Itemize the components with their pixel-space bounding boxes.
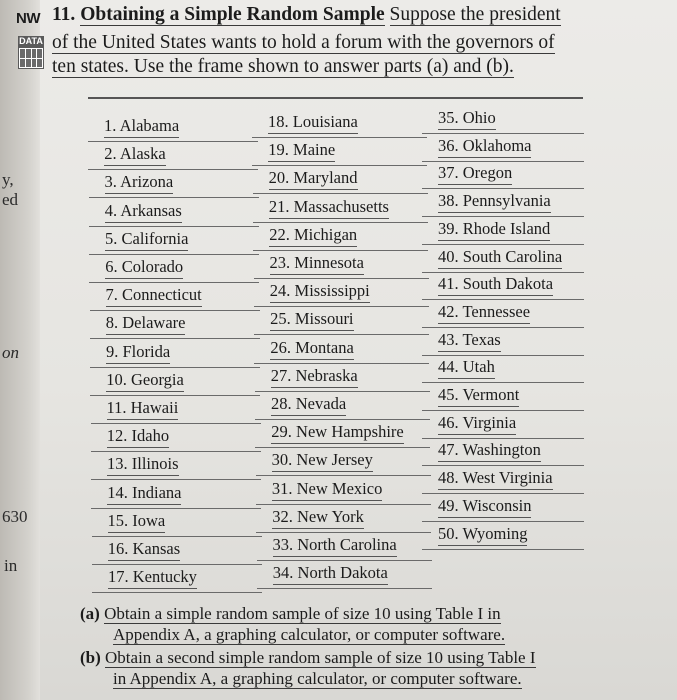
row-rule — [422, 549, 584, 550]
state-item: 44. Utah — [438, 357, 495, 379]
state-item: 21. Massachusetts — [269, 197, 389, 219]
problem-line-2 — [52, 32, 555, 54]
state-item: 27. Nebraska — [271, 366, 358, 388]
state-item: 39. Rhode Island — [438, 219, 550, 241]
state-item: 26. Montana — [270, 338, 353, 360]
row-rule — [422, 382, 584, 383]
state-item: 34. North Dakota — [273, 563, 388, 585]
data-icon-label: DATA — [19, 36, 43, 46]
state-item: 28. Nevada — [271, 394, 346, 416]
state-item: 3. Arizona — [105, 172, 174, 194]
state-item: 42. Tennessee — [438, 302, 530, 324]
row-rule — [422, 521, 584, 522]
row-rule — [422, 410, 584, 411]
state-item: 7. Connecticut — [106, 285, 202, 307]
row-rule — [252, 137, 427, 138]
part-a-line-1: (a) Obtain a simple random sample of size 10 using Table I in — [80, 604, 501, 623]
margin-fragment: y, — [2, 170, 14, 189]
table-top-rule — [88, 97, 583, 99]
margin-fragment: ed — [2, 190, 19, 209]
state-item: 30. New Jersey — [272, 450, 373, 472]
state-item: 29. New Hampshire — [271, 422, 403, 444]
state-item: 5. California — [105, 229, 188, 251]
row-rule — [90, 310, 260, 311]
row-rule — [422, 188, 584, 189]
state-item: 13. Illinois — [107, 454, 179, 476]
part-b-line-2: in Appendix A, a graphing calculator, or computer software. — [113, 669, 522, 688]
problem-text-1: Suppose the president — [389, 4, 561, 25]
state-item: 37. Oregon — [438, 163, 512, 185]
state-item: 25. Missouri — [270, 309, 353, 331]
row-rule — [89, 197, 259, 198]
state-item: 18. Louisiana — [268, 112, 358, 134]
state-item: 40. South Carolina — [438, 247, 562, 269]
state-item: 12. Idaho — [107, 426, 169, 448]
margin-fragment: 630 — [2, 507, 28, 526]
state-item: 36. Oklahoma — [438, 136, 531, 158]
row-rule — [90, 338, 260, 339]
state-item: 31. New Mexico — [272, 479, 382, 501]
row-rule — [422, 355, 584, 356]
row-rule — [92, 536, 262, 537]
row-rule — [91, 479, 261, 480]
problem-text-2: of the United States wants to hold a forum with the governors of — [52, 32, 555, 53]
row-rule — [254, 334, 429, 335]
row-rule — [89, 254, 259, 255]
row-rule — [422, 327, 584, 328]
row-rule — [256, 532, 431, 533]
state-item: 2. Alaska — [104, 144, 165, 166]
state-item: 10. Georgia — [106, 370, 184, 392]
state-item: 45. Vermont — [438, 385, 519, 407]
state-item: 49. Wisconsin — [438, 496, 531, 518]
problem-text-3: ten states. Use the frame shown to answer parts (a) and (b). — [52, 56, 514, 77]
row-rule — [422, 216, 584, 217]
state-item: 1. Alabama — [104, 116, 179, 138]
row-rule — [422, 133, 584, 134]
part-b-line-1: (b) Obtain a second simple random sample of size 10 using Table I — [80, 648, 536, 667]
row-rule — [422, 465, 584, 466]
state-item: 41. South Dakota — [438, 274, 553, 296]
nw-tag: NW — [16, 10, 40, 27]
row-rule — [89, 226, 259, 227]
row-rule — [257, 560, 432, 561]
row-rule — [255, 447, 430, 448]
row-rule — [88, 141, 258, 142]
row-rule — [254, 363, 429, 364]
state-item: 35. Ohio — [438, 108, 496, 130]
part-a-line-2: Appendix A, a graphing calculator, or computer software. — [113, 625, 506, 644]
state-item: 17. Kentucky — [108, 567, 197, 589]
state-item: 43. Texas — [438, 330, 501, 352]
row-rule — [256, 504, 431, 505]
state-item: 9. Florida — [106, 342, 170, 364]
state-item: 22. Michigan — [269, 225, 357, 247]
state-item: 32. New York — [272, 507, 364, 529]
row-rule — [254, 306, 429, 307]
row-rule — [253, 222, 428, 223]
row-rule — [253, 193, 428, 194]
problem-number: 11. — [52, 4, 76, 25]
data-icon — [18, 36, 44, 70]
row-rule — [89, 282, 259, 283]
state-item: 11. Hawaii — [107, 398, 179, 420]
row-rule — [90, 367, 260, 368]
row-rule — [422, 272, 584, 273]
row-rule — [91, 451, 261, 452]
row-rule — [92, 592, 262, 593]
state-item: 33. North Carolina — [273, 535, 397, 557]
state-item: 4. Arkansas — [105, 201, 182, 223]
state-item: 8. Delaware — [106, 313, 186, 335]
state-item: 14. Indiana — [107, 483, 181, 505]
part-b-label: (b) — [80, 648, 101, 667]
row-rule — [252, 165, 427, 166]
row-rule — [256, 475, 431, 476]
state-item: 47. Washington — [438, 440, 541, 462]
row-rule — [90, 395, 260, 396]
row-rule — [255, 391, 430, 392]
state-item: 50. Wyoming — [438, 524, 527, 546]
state-item: 20. Maryland — [269, 168, 358, 190]
margin-fragment: in — [4, 556, 18, 575]
state-item: 19. Maine — [268, 140, 335, 162]
row-rule — [91, 508, 261, 509]
row-rule — [422, 299, 584, 300]
part-a-label: (a) — [80, 604, 100, 623]
row-rule — [422, 493, 584, 494]
state-item: 38. Pennsylvania — [438, 191, 551, 213]
state-item: 23. Minnesota — [270, 253, 364, 275]
row-rule — [91, 423, 261, 424]
row-rule — [88, 169, 258, 170]
state-item: 24. Mississippi — [270, 281, 370, 303]
state-item: 48. West Virginia — [438, 468, 553, 490]
row-rule — [254, 278, 429, 279]
state-item: 46. Virginia — [438, 413, 516, 435]
row-rule — [92, 564, 262, 565]
problem-line-1 — [52, 4, 561, 26]
state-item: 16. Kansas — [108, 539, 180, 561]
row-rule — [422, 438, 584, 439]
row-rule — [422, 161, 584, 162]
problem-line-3 — [52, 56, 514, 78]
state-item: 6. Colorado — [105, 257, 183, 279]
state-item: 15. Iowa — [108, 511, 166, 533]
row-rule — [422, 244, 584, 245]
problem-title: Obtaining a Simple Random Sample — [80, 4, 385, 25]
row-rule — [255, 419, 430, 420]
row-rule — [253, 250, 428, 251]
margin-fragment: on — [2, 343, 19, 362]
row-rule — [257, 588, 432, 589]
